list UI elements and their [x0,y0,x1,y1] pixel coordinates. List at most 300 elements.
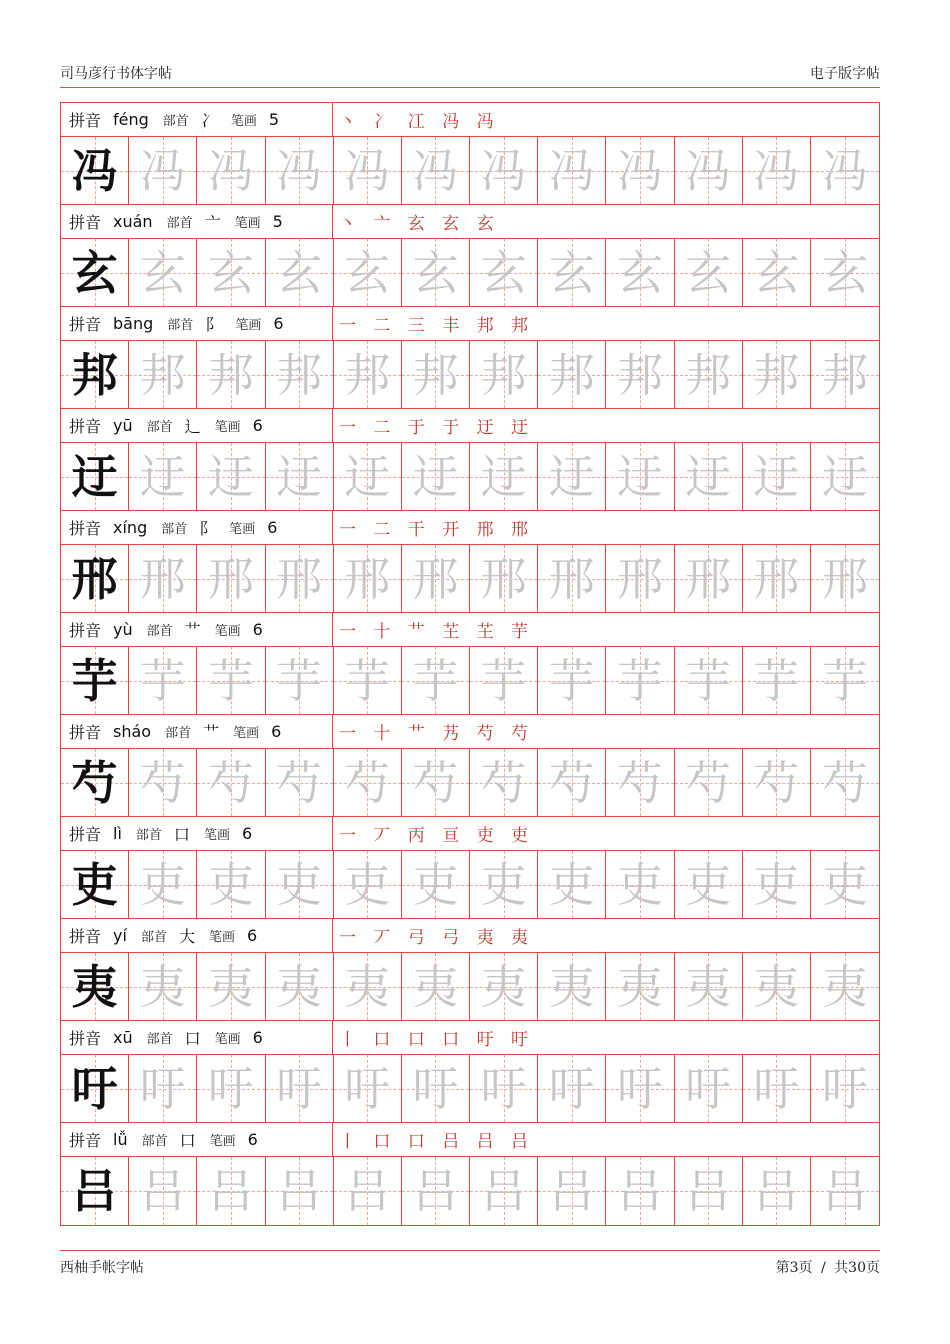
trace-glyph: 芋 [480,653,527,708]
tracing-cell[interactable] [675,137,743,204]
pinyin-label: 拼音 [69,825,102,844]
tracing-cell[interactable] [470,647,538,714]
trace-glyph: 夷 [548,959,595,1014]
tracing-cell[interactable] [266,953,334,1020]
trace-glyph: 吕 [753,1164,800,1218]
model-glyph: 吕 [71,1164,118,1218]
model-glyph: 夷 [71,959,118,1014]
radical-value: 口 [173,825,190,844]
model-glyph: 芍 [71,755,118,810]
tracing-cell[interactable] [811,239,879,306]
tracing-cell[interactable] [743,443,811,510]
trace-glyph: 迂 [207,449,254,504]
radical-label: 部首 [140,930,167,945]
trace-glyph: 邢 [480,551,527,606]
tracing-cell[interactable] [675,851,743,918]
stroke-sequence: 丶 亠 玄 玄 玄 [339,214,500,234]
tracing-cell[interactable] [129,851,197,918]
trace-glyph: 玄 [412,245,459,300]
strokes-value: 6 [247,1130,258,1149]
trace-glyph: 吁 [139,1061,186,1116]
pinyin-value: yù [113,620,133,639]
trace-glyph: 吁 [412,1061,459,1116]
tracing-cell[interactable] [470,443,538,510]
total-pages: 共30页 [834,1259,880,1276]
trace-glyph: 邦 [344,347,391,402]
tracing-cell[interactable] [538,545,606,612]
tracing-cell[interactable] [334,545,402,612]
tracing-cell[interactable] [129,1055,197,1122]
radical-label: 部首 [162,114,189,129]
trace-glyph: 吕 [480,1164,527,1218]
tracing-cell[interactable] [129,137,197,204]
character-meta [61,205,333,238]
stroke-sequence: 丨 口 口 口 吁 吁 [339,1030,535,1050]
character-meta [61,613,333,646]
trace-glyph: 吕 [821,1164,868,1218]
trace-glyph: 迂 [412,449,459,504]
character-entry [61,511,879,613]
strokes-label: 笔画 [230,114,257,129]
model-character [61,647,129,714]
tracing-cell[interactable] [538,1157,606,1225]
tracing-cell[interactable] [743,137,811,204]
tracing-cell[interactable] [402,239,470,306]
pinyin-label: 拼音 [69,519,102,538]
radical-value: 艹 [203,723,220,742]
character-row [61,953,879,1021]
trace-glyph: 邦 [276,347,323,402]
tracing-cell[interactable] [266,851,334,918]
tracing-cell[interactable] [266,1157,334,1225]
tracing-cell[interactable] [402,647,470,714]
character-entry [61,817,879,919]
tracing-cell[interactable] [129,443,197,510]
model-glyph: 冯 [71,143,118,198]
tracing-cell[interactable] [470,341,538,408]
tracing-cell[interactable] [402,749,470,816]
trace-glyph: 玄 [344,245,391,300]
character-meta [61,103,333,136]
trace-glyph: 冯 [344,143,391,198]
strokes-label: 笔画 [233,726,260,741]
tracing-cell[interactable] [811,545,879,612]
tracing-cell[interactable] [334,341,402,408]
tracing-cell[interactable] [470,1055,538,1122]
strokes-label: 笔画 [208,930,235,945]
info-row [61,307,879,341]
tracing-cell[interactable] [606,749,674,816]
strokes-value: 6 [271,722,282,741]
tracing-cell[interactable] [402,341,470,408]
tracing-cell[interactable] [811,1157,879,1225]
tracing-cell[interactable] [129,749,197,816]
trace-glyph: 吁 [276,1061,323,1116]
radical-value: 口 [179,1131,196,1150]
pinyin-value: xuán [113,212,153,231]
trace-glyph: 吏 [207,857,254,912]
radical-label: 部首 [161,522,188,537]
character-meta [61,919,333,952]
tracing-cell[interactable] [266,1055,334,1122]
tracing-cell[interactable] [334,851,402,918]
model-glyph: 玄 [71,245,118,300]
trace-glyph: 邦 [207,347,254,402]
tracing-cell[interactable] [266,137,334,204]
tracing-cell[interactable] [402,545,470,612]
trace-glyph: 吏 [139,857,186,912]
trace-glyph: 邦 [821,347,868,402]
trace-glyph: 邢 [753,551,800,606]
model-character [61,341,129,408]
model-glyph: 邢 [71,551,118,606]
tracing-cell[interactable] [743,953,811,1020]
strokes-value: 6 [252,1028,263,1047]
trace-glyph: 玄 [616,245,663,300]
model-character [61,1055,129,1122]
model-character [61,137,129,204]
header-subtitle: 电子版字帖 [810,65,880,82]
trace-glyph: 冯 [139,143,186,198]
tracing-cell[interactable] [470,239,538,306]
character-meta [61,409,333,442]
tracing-cell[interactable] [334,137,402,204]
trace-glyph: 芍 [753,755,800,810]
character-row [61,239,879,307]
tracing-cell[interactable] [675,647,743,714]
model-character [61,545,129,612]
tracing-cell[interactable] [743,749,811,816]
trace-glyph: 玄 [685,245,732,300]
strokes-value: 6 [273,314,284,333]
trace-glyph: 冯 [548,143,595,198]
trace-glyph: 邢 [207,551,254,606]
strokes-value: 6 [241,824,253,843]
radical-value: 大 [178,927,195,946]
trace-glyph: 冯 [753,143,800,198]
trace-glyph: 吏 [616,857,663,912]
trace-glyph: 芋 [616,653,663,708]
tracing-cell[interactable] [129,239,197,306]
stroke-sequence: 一 二 于 于 迂 迂 [339,418,535,438]
radical-label: 部首 [146,624,173,639]
radical-label: 部首 [166,216,193,231]
trace-glyph: 芍 [616,755,663,810]
strokes-value: 5 [268,110,280,129]
current-page: 第3页 [775,1259,813,1276]
trace-glyph: 邦 [139,347,186,402]
trace-glyph: 邦 [753,347,800,402]
tracing-cell[interactable] [675,341,743,408]
tracing-cell[interactable] [811,341,879,408]
trace-glyph: 夷 [685,959,732,1014]
trace-glyph: 芋 [821,653,868,708]
tracing-cell[interactable] [402,443,470,510]
tracing-cell[interactable] [470,137,538,204]
tracing-cell[interactable] [402,851,470,918]
trace-glyph: 夷 [344,959,391,1014]
tracing-cell[interactable] [811,1055,879,1122]
tracing-cell[interactable] [197,137,265,204]
tracing-cell[interactable] [197,443,265,510]
model-character [61,851,129,918]
radical-value: 阝 [205,315,222,334]
tracing-cell[interactable] [402,1157,470,1225]
info-row [61,1021,879,1055]
tracing-cell[interactable] [129,647,197,714]
tracing-cell[interactable] [538,851,606,918]
trace-glyph: 迂 [685,449,732,504]
character-entry [61,715,879,817]
strokes-value: 6 [267,518,278,537]
tracing-cell[interactable] [197,341,265,408]
character-row [61,1055,879,1123]
trace-glyph: 吏 [821,857,868,912]
tracing-cell[interactable] [743,851,811,918]
trace-glyph: 迂 [480,449,527,504]
tracing-cell[interactable] [129,341,197,408]
tracing-cell[interactable] [606,1055,674,1122]
trace-glyph: 夷 [616,959,663,1014]
tracing-cell[interactable] [334,1157,402,1225]
trace-glyph: 吁 [821,1061,868,1116]
tracing-cell[interactable] [538,443,606,510]
tracing-cell[interactable] [197,1157,265,1225]
tracing-cell[interactable] [197,851,265,918]
tracing-cell[interactable] [811,647,879,714]
tracing-cell[interactable] [675,239,743,306]
radical-label: 部首 [141,1134,168,1149]
trace-glyph: 迂 [548,449,595,504]
character-entry [61,1123,879,1225]
radical-value: 辶 [184,417,201,436]
tracing-cell[interactable] [197,1055,265,1122]
trace-glyph: 邦 [480,347,527,402]
strokes-label: 笔画 [203,828,230,843]
strokes-label: 笔画 [214,420,241,435]
tracing-cell[interactable] [538,239,606,306]
tracing-cell[interactable] [129,1157,197,1225]
trace-glyph: 芋 [685,653,732,708]
tracing-cell[interactable] [402,953,470,1020]
tracing-cell[interactable] [470,851,538,918]
trace-glyph: 冯 [480,143,527,198]
character-meta [61,1123,333,1156]
trace-glyph: 邢 [685,551,732,606]
tracing-cell[interactable] [675,1157,743,1225]
tracing-cell[interactable] [811,749,879,816]
strokes-label: 笔画 [234,216,261,231]
stroke-sequence: 一 丆 弓 弓 夷 夷 [339,928,535,948]
trace-glyph: 芋 [412,653,459,708]
tracing-cell[interactable] [743,1055,811,1122]
tracing-cell[interactable] [675,443,743,510]
trace-glyph: 玄 [139,245,186,300]
stroke-sequence: 一 十 艹 芏 芏 芋 [339,622,535,642]
tracing-cell[interactable] [606,953,674,1020]
tracing-cell[interactable] [606,647,674,714]
tracing-cell[interactable] [538,341,606,408]
tracing-cell[interactable] [470,1157,538,1225]
tracing-cell[interactable] [470,953,538,1020]
footer-brand: 西柚手帐字帖 [60,1259,144,1276]
info-row [61,409,879,443]
trace-glyph: 夷 [753,959,800,1014]
tracing-cell[interactable] [606,545,674,612]
radical-label: 部首 [165,726,192,741]
trace-glyph: 玄 [753,245,800,300]
trace-glyph: 吏 [548,857,595,912]
radical-value: 艹 [184,621,201,640]
tracing-cell[interactable] [129,953,197,1020]
tracing-cell[interactable] [538,1055,606,1122]
model-character [61,953,129,1020]
strokes-label: 笔画 [229,522,256,537]
tracing-cell[interactable] [266,341,334,408]
tracing-cell[interactable] [197,239,265,306]
trace-glyph: 吏 [344,857,391,912]
trace-glyph: 邢 [344,551,391,606]
character-row [61,1157,879,1225]
trace-glyph: 芍 [821,755,868,810]
page-separator: / [821,1259,826,1276]
tracing-cell[interactable] [606,341,674,408]
trace-glyph: 夷 [412,959,459,1014]
model-glyph: 吁 [71,1061,118,1116]
radical-label: 部首 [135,828,162,843]
tracing-cell[interactable] [606,1157,674,1225]
trace-glyph: 邢 [412,551,459,606]
trace-glyph: 冯 [207,143,254,198]
trace-glyph: 玄 [276,245,323,300]
strokes-value: 6 [252,416,263,435]
page-footer [60,1250,880,1282]
trace-glyph: 芍 [207,755,254,810]
trace-glyph: 邢 [821,551,868,606]
trace-glyph: 芍 [480,755,527,810]
tracing-cell[interactable] [266,443,334,510]
character-row [61,443,879,511]
tracing-cell[interactable] [811,137,879,204]
radical-value: 口 [184,1029,201,1048]
stroke-sequence: 丨 口 口 吕 吕 吕 [339,1132,535,1152]
tracing-cell[interactable] [606,443,674,510]
character-entry [61,205,879,307]
trace-glyph: 吁 [344,1061,391,1116]
tracing-cell[interactable] [334,1055,402,1122]
tracing-cell[interactable] [743,239,811,306]
character-row [61,851,879,919]
trace-glyph: 冯 [616,143,663,198]
tracing-cell[interactable] [743,545,811,612]
radical-value: 阝 [199,519,216,538]
tracing-cell[interactable] [266,749,334,816]
trace-glyph: 玄 [207,245,254,300]
tracing-cell[interactable] [675,953,743,1020]
header-title: 司马彦行书体字帖 [60,65,172,82]
trace-glyph: 吕 [548,1164,595,1218]
trace-glyph: 迂 [139,449,186,504]
trace-glyph: 邦 [548,347,595,402]
tracing-cell[interactable] [266,239,334,306]
character-row [61,749,879,817]
trace-glyph: 芋 [207,653,254,708]
info-row [61,205,879,239]
tracing-cell[interactable] [811,851,879,918]
trace-glyph: 芋 [344,653,391,708]
character-entry [61,409,879,511]
tracing-cell[interactable] [470,749,538,816]
tracing-cell[interactable] [743,341,811,408]
strokes-label: 笔画 [214,624,241,639]
radical-label: 部首 [167,318,194,333]
tracing-cell[interactable] [334,647,402,714]
tracing-cell[interactable] [470,545,538,612]
tracing-cell[interactable] [197,749,265,816]
trace-glyph: 吁 [685,1061,732,1116]
pinyin-label: 拼音 [69,723,102,742]
radical-value: 冫 [200,111,217,130]
tracing-cell[interactable] [675,545,743,612]
pinyin-value: lì [113,824,122,843]
trace-glyph: 芍 [685,755,732,810]
model-glyph: 邦 [71,347,118,402]
trace-glyph: 吏 [685,857,732,912]
tracing-cell[interactable] [197,953,265,1020]
tracing-cell[interactable] [402,137,470,204]
tracing-cell[interactable] [538,953,606,1020]
tracing-cell[interactable] [129,545,197,612]
character-entry [61,103,879,205]
trace-glyph: 夷 [139,959,186,1014]
tracing-cell[interactable] [334,749,402,816]
trace-glyph: 吏 [480,857,527,912]
trace-glyph: 吏 [753,857,800,912]
tracing-cell[interactable] [266,545,334,612]
tracing-cell[interactable] [811,443,879,510]
tracing-cell[interactable] [334,953,402,1020]
tracing-cell[interactable] [606,137,674,204]
tracing-cell[interactable] [743,1157,811,1225]
tracing-cell[interactable] [538,647,606,714]
tracing-cell[interactable] [197,647,265,714]
strokes-value: 5 [272,212,283,231]
trace-glyph: 邢 [139,551,186,606]
pinyin-value: féng [113,110,149,129]
tracing-cell[interactable] [675,1055,743,1122]
tracing-cell[interactable] [197,545,265,612]
info-row [61,919,879,953]
character-row [61,647,879,715]
practice-grid [60,102,880,1226]
tracing-cell[interactable] [538,137,606,204]
tracing-cell[interactable] [606,851,674,918]
tracing-cell[interactable] [743,647,811,714]
tracing-cell[interactable] [811,953,879,1020]
tracing-cell[interactable] [675,749,743,816]
tracing-cell[interactable] [334,239,402,306]
trace-glyph: 迂 [821,449,868,504]
stroke-sequence: 一 丆 丙 亘 吏 吏 [339,826,535,846]
page-header [60,58,880,88]
tracing-cell[interactable] [402,1055,470,1122]
tracing-cell[interactable] [538,749,606,816]
tracing-cell[interactable] [606,239,674,306]
info-row [61,613,879,647]
trace-glyph: 夷 [480,959,527,1014]
tracing-cell[interactable] [334,443,402,510]
tracing-cell[interactable] [266,647,334,714]
